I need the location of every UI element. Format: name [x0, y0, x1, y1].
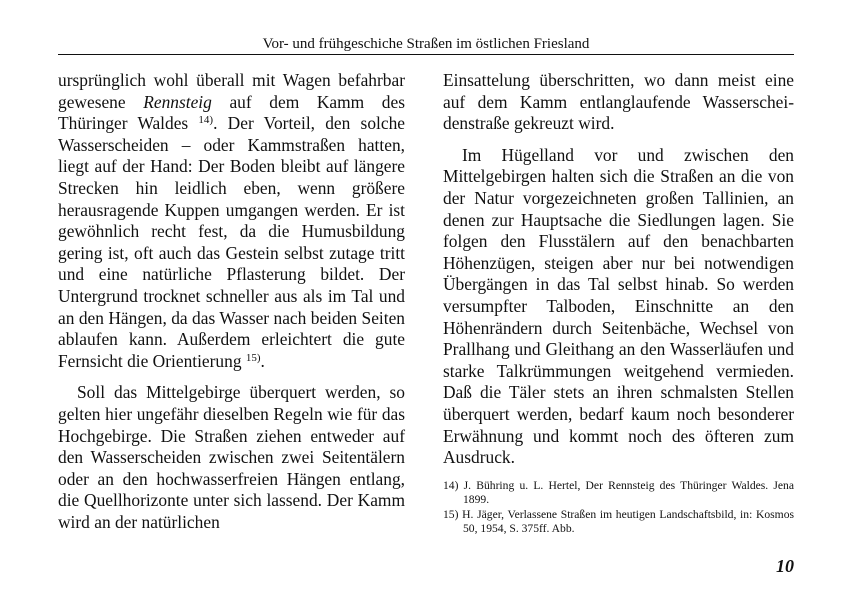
paragraph-rennsteig [58, 70, 405, 372]
running-header: Vor- und frühgeschiche Straßen im östlichen Friesland [262, 36, 590, 52]
footnotes [443, 479, 794, 537]
paragraph-einsattelung: Einsattelung überschritten, wo dann meist eine auf dem Kamm entlanglaufende Wasserscheidenstraße gekreuzt wird. [443, 70, 794, 134]
emphasis-rennsteig: Rennsteig [143, 91, 212, 112]
paragraph-huegelland: Im Hügelland vor und zwischen den Mittelgebirgen halten sich die Straßen an die von der Natur vorgezeichneten großen Tallinien, an denen zur Hauptsache die Siedlungen lagen. Sie folgen den Flusstälern auf den benachbarten Höhenzügen, steigen aber nur bei notwendigen Übergängen in das Tal selbst hinab. So werden versumpfter Talboden, Einschnitte an den Höhenrändern durch Seitenbäche, Wechsel von Prallhang und Gleithang an den Wasserläufen und starke Talkrümmungen weitgehend vermieden. Daß die Täler stets an ihren schmalsten Stellen überquert werden, bedarf kaum noch besonderer Erwähnung und kommt noch des öfteren zum Ausdruck. [443, 144, 794, 468]
header-rule [58, 54, 794, 55]
left-column [58, 70, 405, 533]
footnote-ref-15[interactable]: 15) [245, 351, 261, 364]
footnote-14: 14) J. Bühring u. L. Hertel, Der Rennsteig des Thüringer Waldes. Jena 1899. [443, 478, 794, 507]
text-segment: . [260, 350, 265, 371]
text-segment: . Der Vorteil, den solche Wasserscheiden – oder Kammstraßen hatten, liegt auf der Hand: Der Boden bleibt auf längere Strecken hin leidlich eben, wenn größere herausragende Kuppen umgangen werden. Er ist gewöhnlich recht fest, da die Humusbildung gering ist, oft auch das Gestein selbst zutage tritt und eine natürliche Pflasterung bildet. Der Untergrund trocknet schneller aus als im Tal und an den Hängen, da das Wasser nach beiden Seiten ablaufen kann. Außerdem erleichtert die gute Fernsicht die Orientierung [58, 113, 405, 371]
paragraph-mittelgebirge: Soll das Mittelgebirge überquert werden, so gelten hier ungefähr dieselben Regeln wie für das Hochgebirge. Die Straßen ziehen entweder auf den Wasserscheiden zwischen zwei Seitentälern oder an den hochwasserfreien Hängen entlang, die Quellhorizonte unter sich lassend. Der Kamm wird an der natürlichen [58, 382, 405, 532]
page-number: 10 [776, 556, 794, 576]
footnote-ref-14[interactable]: 14) [198, 114, 214, 127]
text-segment: auf dem Kamm des Thüringer Waldes [58, 91, 405, 134]
text-segment: ursprünglich wohl überall mit Wagen befahrbar gewesene [58, 70, 405, 112]
footnote-15: 15) H. Jäger, Verlassene Straßen im heutigen Landschaftsbild, in: Kosmos 50, 1954, S. 375ff. Abb. [443, 507, 794, 536]
right-column [443, 70, 794, 537]
